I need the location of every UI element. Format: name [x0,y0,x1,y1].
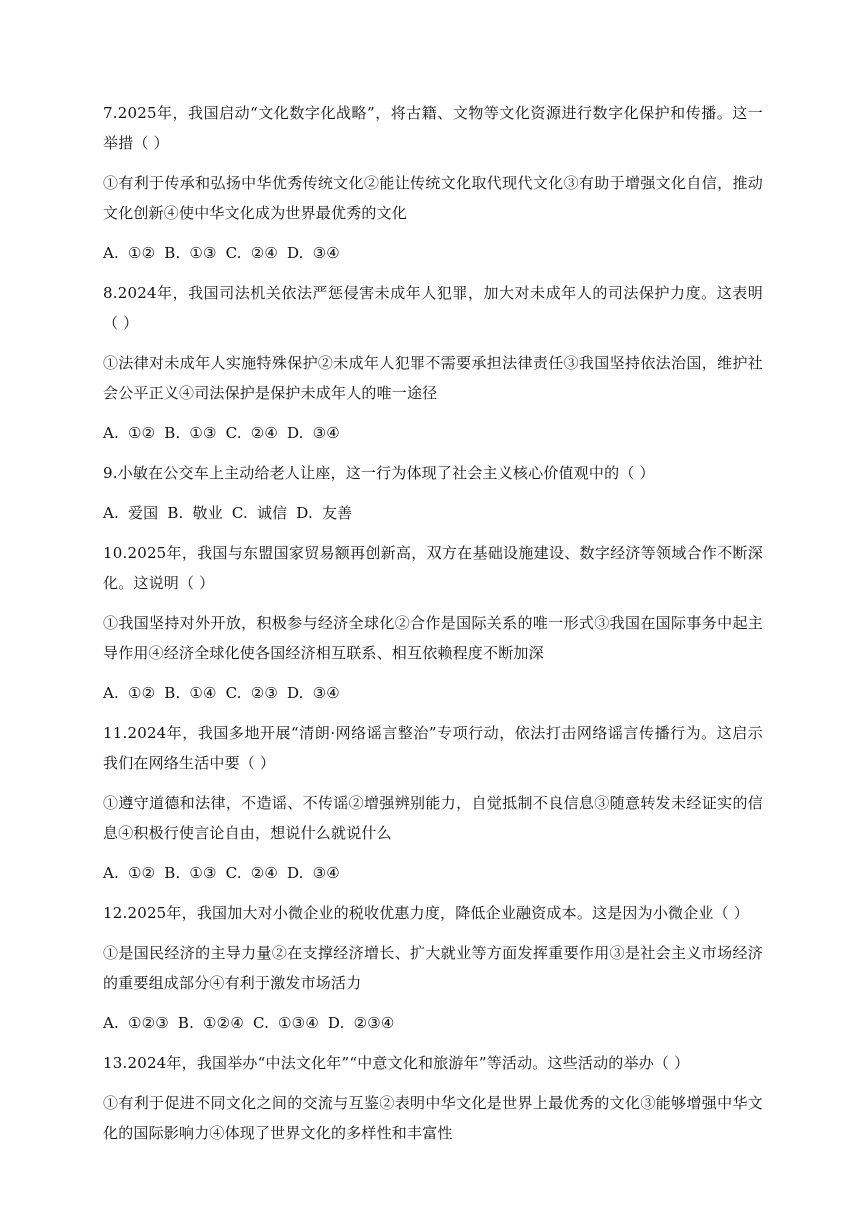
question-8 [103,278,763,448]
question-11 [103,718,763,888]
question-stem: 11.2024年，我国多地开展“清朗·网络谣言整治”专项行动，依法打击网络谣言传播行为。这启示我们在网络生活中要（ ） [103,724,763,772]
question-stem: 7.2025年，我国启动“文化数字化战略”，将古籍、文物等文化资源进行数字化保护和传播。这一举措（ ） [103,104,763,152]
question-statements: ①是国民经济的主导力量②在支撑经济增长、扩大就业等方面发挥重要作用③是社会主义市场经济的重要组成部分④有利于激发市场活力 [103,944,763,992]
question-stem: 8.2024年，我国司法机关依法严惩侵害未成年人犯罪，加大对未成年人的司法保护力度。这表明（ ） [103,284,763,332]
answer-options: A. ①② B. ①③ C. ②④ D. ③④ [103,864,340,882]
question-statements: ①法律对未成年人实施特殊保护②未成年人犯罪不需要承担法律责任③我国坚持依法治国，维护社会公平正义④司法保护是保护未成年人的唯一途径 [103,354,763,402]
answer-options: A. ①② B. ①③ C. ②④ D. ③④ [103,244,340,262]
question-statements: ①有利于促进不同文化之间的交流与互鉴②表明中华文化是世界上最优秀的文化③能够增强中华文化的国际影响力④体现了世界文化的多样性和丰富性 [103,1094,763,1142]
question-stem: 12.2025年，我国加大对小微企业的税收优惠力度，降低企业融资成本。这是因为小微企业（ ） [103,904,750,922]
question-13 [103,1048,763,1148]
question-stem: 10.2025年，我国与东盟国家贸易额再创新高，双方在基础设施建设、数字经济等领域合作不断深化。这说明（ ） [103,544,763,592]
answer-options: A. ①② B. ①④ C. ②③ D. ③④ [103,684,340,702]
question-12 [103,898,763,1038]
question-10 [103,538,763,708]
question-statements: ①我国坚持对外开放，积极参与经济全球化②合作是国际关系的唯一形式③我国在国际事务中起主导作用④经济全球化使各国经济相互联系、相互依赖程度不断加深 [103,614,763,662]
question-statements: ①有利于传承和弘扬中华优秀传统文化②能让传统文化取代现代文化③有助于增强文化自信，推动文化创新④使中华文化成为世界最优秀的文化 [103,174,763,222]
answer-options: A. 爱国 B. 敬业 C. 诚信 D. 友善 [103,504,353,522]
question-stem: 13.2024年，我国举办“中法文化年”“中意文化和旅游年”等活动。这些活动的举办（ ） [103,1054,690,1072]
question-statements: ①遵守道德和法律，不造谣、不传谣②增强辨别能力，自觉抵制不良信息③随意转发未经证实的信息④积极行使言论自由，想说什么就说什么 [103,794,763,842]
answer-options: A. ①②③ B. ①②④ C. ①③④ D. ②③④ [103,1014,395,1032]
question-stem: 9.小敏在公交车上主动给老人让座，这一行为体现了社会主义核心价值观中的（ ） [103,464,655,482]
exam-page [103,98,763,1158]
answer-options: A. ①② B. ①③ C. ②④ D. ③④ [103,424,340,442]
question-7 [103,98,763,268]
question-9 [103,458,763,528]
